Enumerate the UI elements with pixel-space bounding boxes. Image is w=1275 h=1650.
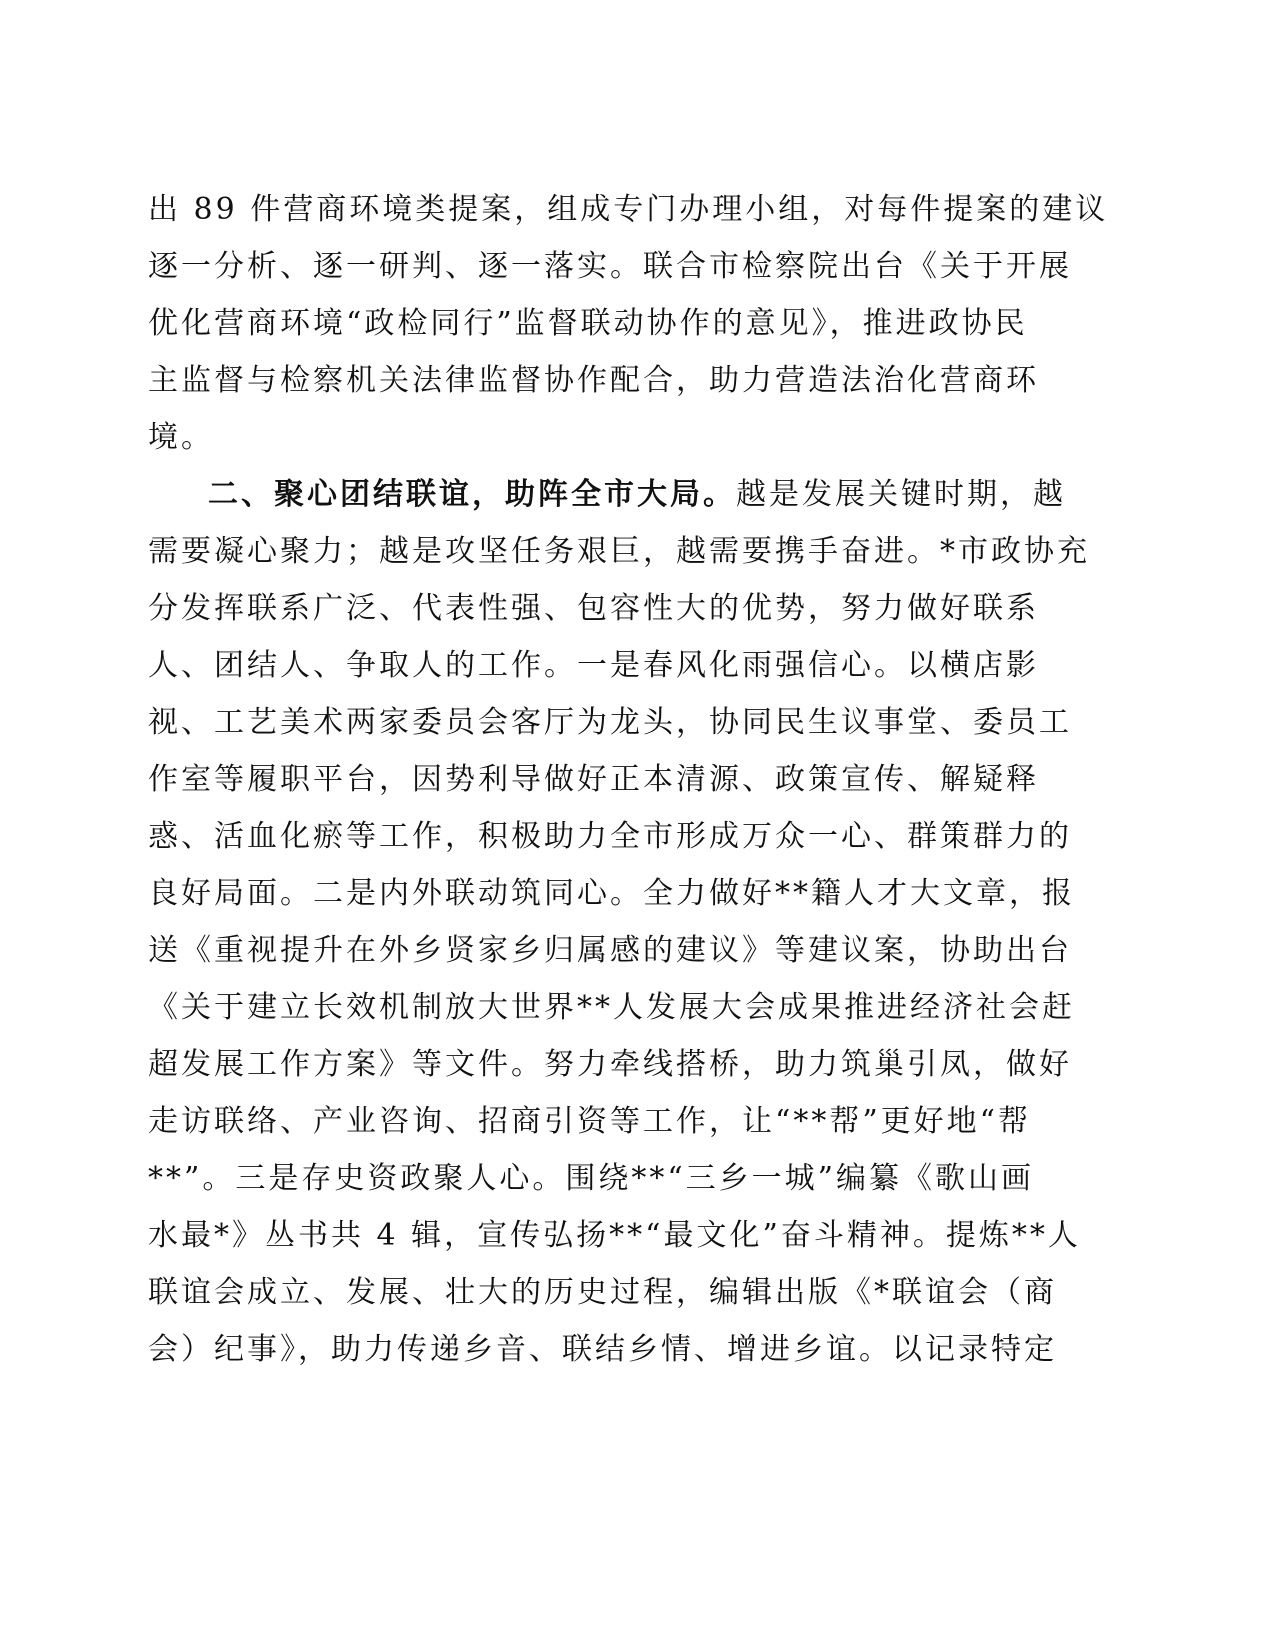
section-heading: 二、聚心团结联谊，助阵全市大局。 — [208, 477, 736, 512]
text-line: 水最*》丛书共 4 辑，宣传弘扬**“最文化”奋斗精神。提炼**人 — [148, 1218, 1081, 1253]
text-line: 需要凝心聚力；越是攻坚任务艰巨，越需要携手奋进。*市政协充 — [148, 534, 1090, 569]
text-line: 超发展工作方案》等文件。努力牵线搭桥，助力筑巢引凤，做好 — [148, 1047, 1072, 1082]
text-line: 越是发展关键时期，越 — [736, 477, 1066, 512]
text-line: 主监督与检察机关法律监督协作配合，助力营造法治化营商环 — [148, 363, 1039, 398]
section-heading-line — [148, 466, 1128, 523]
text-line: 出 89 件营商环境类提案，组成专门办理小组，对每件提案的建议 — [148, 192, 1109, 227]
text-line: 联谊会成立、发展、壮大的历史过程，编辑出版《*联谊会（商 — [148, 1275, 1057, 1310]
text-line: 分发挥联系广泛、代表性强、包容性大的优势，努力做好联系 — [148, 591, 1039, 626]
text-line: 逐一分析、逐一研判、逐一落实。联合市检察院出台《关于开展 — [148, 249, 1072, 284]
document-body — [148, 181, 1128, 1378]
text-line: 《关于建立长效机制放大世界**人发展大会成果推进经济社会赶 — [148, 990, 1075, 1025]
text-line: 送《重视提升在外乡贤家乡归属感的建议》等建议案，协助出台 — [148, 933, 1072, 968]
text-line: 惑、活血化瘀等工作，积极助力全市形成万众一心、群策群力的 — [148, 819, 1072, 854]
text-line: 视、工艺美术两家委员会客厅为龙头，协同民生议事堂、委员工 — [148, 705, 1072, 740]
text-line: 会）纪事》，助力传递乡音、联结乡情、增进乡谊。以记录特定 — [148, 1332, 1057, 1367]
text-line: 作室等履职平台，因势利导做好正本清源、政策宣传、解疑释 — [148, 762, 1039, 797]
text-line: 优化营商环境“政检同行”监督联动协作的意见》，推进政协民 — [148, 306, 1028, 341]
text-line: 人、团结人、争取人的工作。一是春风化雨强信心。以横店影 — [148, 648, 1039, 683]
text-line: 走访联络、产业咨询、招商引资等工作，让“**帮”更好地“帮 — [148, 1104, 1032, 1139]
text-line: **”。三是存史资政聚人心。围绕**“三乡一城”编纂《歌山画 — [148, 1161, 1035, 1196]
text-line: 境。 — [148, 420, 214, 455]
text-line: 良好局面。二是内外联动筑同心。全力做好**籍人才大文章，报 — [148, 876, 1075, 911]
